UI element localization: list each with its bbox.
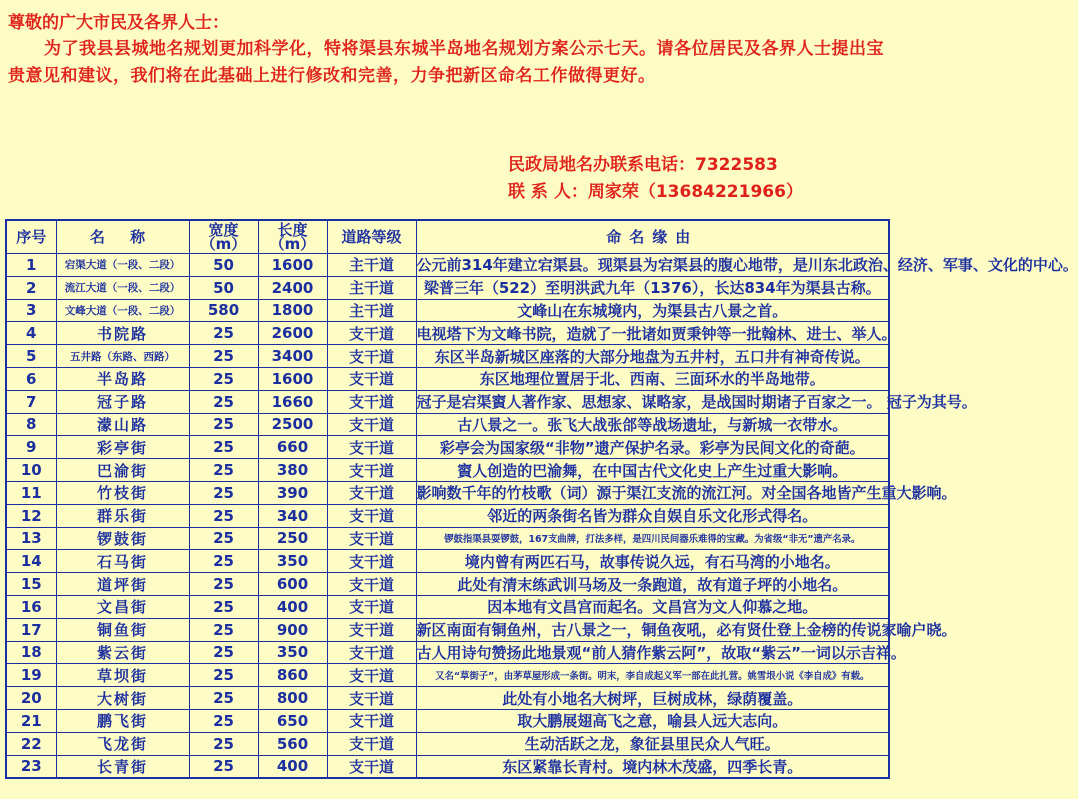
- row-grade: 主干道: [327, 276, 416, 299]
- row-name: 巴渝街: [56, 459, 189, 482]
- row-desc: 东区紧靠长青村。境内林木茂盛，四季长青。: [416, 755, 889, 778]
- row-grade: 支干道: [327, 755, 416, 778]
- row-desc: 公元前314年建立宕渠县。现渠县为宕渠县的腹心地带，是川东北政治、经济、军事、文化的中心。: [416, 254, 889, 277]
- row-length: 650: [258, 709, 327, 732]
- row-length: 800: [258, 687, 327, 710]
- row-name: 文昌街: [56, 595, 189, 618]
- row-length: 1600: [258, 254, 327, 277]
- row-width: 25: [189, 664, 258, 687]
- contact-phone: 民政局地名办联系电话：7322583: [508, 155, 778, 175]
- table-row: [6, 436, 889, 459]
- row-name: 流江大道（一段、二段）: [56, 276, 189, 299]
- row-name: 半岛路: [56, 367, 189, 390]
- row-name: 紫云街: [56, 641, 189, 664]
- row-name: 文峰大道（一段、二段）: [56, 299, 189, 322]
- row-length: 860: [258, 664, 327, 687]
- row-width: 25: [189, 641, 258, 664]
- row-name: 道坪街: [56, 573, 189, 596]
- table-row: [6, 504, 889, 527]
- row-grade: 支干道: [327, 732, 416, 755]
- row-grade: 支干道: [327, 595, 416, 618]
- header-name: [56, 220, 189, 254]
- table-row: [6, 709, 889, 732]
- table-row: [6, 459, 889, 482]
- row-length: 250: [258, 527, 327, 550]
- table-row: [6, 618, 889, 641]
- table-row: [6, 413, 889, 436]
- row-name: 长青街: [56, 755, 189, 778]
- row-desc: 梁普三年（522）至明洪武九年（1376），长达834年为渠县古称。: [416, 276, 889, 299]
- row-width: 25: [189, 322, 258, 345]
- row-length: 900: [258, 618, 327, 641]
- notice: [8, 12, 892, 90]
- row-num: 16: [6, 595, 56, 618]
- row-length: 1660: [258, 390, 327, 413]
- row-num: 23: [6, 755, 56, 778]
- row-desc: 境内曾有两匹石马，故事传说久远，有石马湾的小地名。: [416, 550, 889, 573]
- row-length: 600: [258, 573, 327, 596]
- row-width: 25: [189, 527, 258, 550]
- table-row: [6, 664, 889, 687]
- row-desc: 文峰山在东城境内，为渠县古八景之首。: [416, 299, 889, 322]
- notice-body: 为了我县县城地名规划更加科学化，特将渠县东城半岛地名规划方案公示七天。请各位居民及各界人士提出宝贵意见和建议，我们将在此基础上进行修改和完善，力争把新区命名工作做得更好。: [8, 39, 884, 86]
- row-desc: 东区地理位置居于北、西南、三面环水的半岛地带。: [416, 367, 889, 390]
- row-width: 25: [189, 390, 258, 413]
- row-grade: 支干道: [327, 459, 416, 482]
- row-name: 飞龙街: [56, 732, 189, 755]
- row-desc: 賨人创造的巴渝舞，在中国古代文化史上产生过重大影响。: [416, 459, 889, 482]
- row-num: 19: [6, 664, 56, 687]
- row-grade: 支干道: [327, 709, 416, 732]
- contact-info: [508, 152, 803, 206]
- row-grade: 支干道: [327, 504, 416, 527]
- table-row: [6, 276, 889, 299]
- table-body: [6, 254, 1078, 779]
- row-name: 锣鼓街: [56, 527, 189, 550]
- row-num: 13: [6, 527, 56, 550]
- row-width: 25: [189, 367, 258, 390]
- row-name: 大树街: [56, 687, 189, 710]
- row-width: 25: [189, 618, 258, 641]
- row-desc: 新区南面有铜鱼州，古八景之一，铜鱼夜吼，必有贤仕登上金榜的传说家喻户晓。: [416, 618, 889, 641]
- table-row: [6, 299, 889, 322]
- table-row: [6, 573, 889, 596]
- row-length: 2500: [258, 413, 327, 436]
- row-width: 50: [189, 254, 258, 277]
- row-num: 5: [6, 345, 56, 368]
- row-grade: 支干道: [327, 390, 416, 413]
- row-num: 6: [6, 367, 56, 390]
- row-desc: 影响数千年的竹枝歌（词）源于渠江支流的流江河。对全国各地皆产生重大影响。: [416, 481, 889, 504]
- row-name: 五井路（东路、西路）: [56, 345, 189, 368]
- header-length: [258, 220, 327, 254]
- row-length: 350: [258, 641, 327, 664]
- row-num: 1: [6, 254, 56, 277]
- header-name-label: 名 称: [89, 228, 156, 246]
- row-grade: 支干道: [327, 573, 416, 596]
- row-num: 17: [6, 618, 56, 641]
- row-length: 400: [258, 755, 327, 778]
- row-name: 石马街: [56, 550, 189, 573]
- row-name: 宕渠大道（一段、二段）: [56, 254, 189, 277]
- header-width-label: 宽度: [208, 221, 239, 239]
- row-num: 9: [6, 436, 56, 459]
- row-desc: 因本地有文昌宫而起名。文昌宫为文人仰慕之地。: [416, 595, 889, 618]
- row-desc: 又名“草街子”，由茅草屋形成一条街。明末，李自成起义军一部在此扎营。姚雪垠小说《李自成》有载。: [416, 664, 889, 687]
- row-grade: 支干道: [327, 345, 416, 368]
- row-width: 25: [189, 687, 258, 710]
- row-grade: 支干道: [327, 527, 416, 550]
- table-row: [6, 641, 889, 664]
- table-row: [6, 254, 889, 277]
- row-length: 400: [258, 595, 327, 618]
- table-row: [6, 322, 889, 345]
- row-width: 25: [189, 345, 258, 368]
- notice-greeting: 尊敬的广大市民及各界人士：: [8, 13, 229, 33]
- table-row: [6, 345, 889, 368]
- row-num: 11: [6, 481, 56, 504]
- row-grade: 支干道: [327, 481, 416, 504]
- header-length-label: 长度: [277, 221, 308, 239]
- row-length: 380: [258, 459, 327, 482]
- header-num: 序号: [6, 220, 56, 254]
- row-width: 580: [189, 299, 258, 322]
- header-width: [189, 220, 258, 254]
- row-length: 3400: [258, 345, 327, 368]
- row-desc: 冠子是宕渠賨人著作家、思想家、谋略家，是战国时期诸子百家之一。 冠子为其号。: [416, 390, 889, 413]
- row-num: 3: [6, 299, 56, 322]
- row-num: 15: [6, 573, 56, 596]
- row-length: 660: [258, 436, 327, 459]
- row-length: 1600: [258, 367, 327, 390]
- table-row: [6, 481, 889, 504]
- road-naming-table: [5, 219, 1078, 779]
- row-desc: 古人用诗句赞扬此地景观“前人猜作紫云阿”，故取“紫云”一词以示吉祥。: [416, 641, 889, 664]
- table-row: [6, 390, 889, 413]
- row-width: 25: [189, 481, 258, 504]
- row-width: 25: [189, 413, 258, 436]
- row-width: 25: [189, 504, 258, 527]
- row-width: 25: [189, 436, 258, 459]
- row-desc: 此处有清末练武训马场及一条跑道，故有道子坪的小地名。: [416, 573, 889, 596]
- row-desc: 锣鼓指渠县耍锣鼓，167支曲牌，打法多样，是四川民间器乐难得的宝藏。为省级“非无”遗产名录。: [416, 527, 889, 550]
- row-width: 25: [189, 595, 258, 618]
- row-num: 7: [6, 390, 56, 413]
- row-grade: 支干道: [327, 550, 416, 573]
- row-length: 2600: [258, 322, 327, 345]
- row-name: 书院路: [56, 322, 189, 345]
- row-grade: 支干道: [327, 436, 416, 459]
- row-grade: 支干道: [327, 413, 416, 436]
- row-desc: 电视塔下为文峰书院，造就了一批诸如贾秉钟等一批翰林、进士、举人。: [416, 322, 889, 345]
- row-desc: 取大鹏展翅高飞之意，喻县人远大志向。: [416, 709, 889, 732]
- table-row: [6, 367, 889, 390]
- row-grade: 主干道: [327, 254, 416, 277]
- row-grade: 支干道: [327, 641, 416, 664]
- row-desc: 生动活跃之龙，象征县里民众人气旺。: [416, 732, 889, 755]
- row-width: 25: [189, 709, 258, 732]
- table-row: [6, 595, 889, 618]
- row-length: 2400: [258, 276, 327, 299]
- row-grade: 支干道: [327, 687, 416, 710]
- row-width: 25: [189, 732, 258, 755]
- row-length: 560: [258, 732, 327, 755]
- row-desc: 此处有小地名大树坪，巨树成林，绿荫覆盖。: [416, 687, 889, 710]
- row-grade: 支干道: [327, 664, 416, 687]
- header-length-unit: （m）: [269, 235, 316, 253]
- table-row: [6, 550, 889, 573]
- row-length: 340: [258, 504, 327, 527]
- table-row: [6, 527, 889, 550]
- table-row: [6, 755, 889, 778]
- row-num: 20: [6, 687, 56, 710]
- header-desc: 命名缘由: [416, 220, 889, 254]
- row-num: 22: [6, 732, 56, 755]
- row-name: 彩亭街: [56, 436, 189, 459]
- row-num: 18: [6, 641, 56, 664]
- row-name: 草坝街: [56, 664, 189, 687]
- row-desc: 彩亭会为国家级“非物”遗产保护名录。彩亭为民间文化的奇葩。: [416, 436, 889, 459]
- row-grade: 支干道: [327, 618, 416, 641]
- row-desc: 邻近的两条街名皆为群众自娱自乐文化形式得名。: [416, 504, 889, 527]
- row-length: 390: [258, 481, 327, 504]
- row-width: 25: [189, 550, 258, 573]
- row-name: 濛山路: [56, 413, 189, 436]
- row-name: 竹枝街: [56, 481, 189, 504]
- row-desc: 东区半岛新城区座落的大部分地盘为五井村，五口井有神奇传说。: [416, 345, 889, 368]
- row-grade: 主干道: [327, 299, 416, 322]
- row-num: 21: [6, 709, 56, 732]
- row-num: 8: [6, 413, 56, 436]
- row-grade: 支干道: [327, 322, 416, 345]
- row-name: 铜鱼街: [56, 618, 189, 641]
- row-num: 2: [6, 276, 56, 299]
- row-length: 1800: [258, 299, 327, 322]
- row-desc: 古八景之一。张飞大战张郃等战场遗址，与新城一衣带水。: [416, 413, 889, 436]
- row-width: 25: [189, 459, 258, 482]
- row-num: 10: [6, 459, 56, 482]
- row-name: 冠子路: [56, 390, 189, 413]
- row-grade: 支干道: [327, 367, 416, 390]
- row-num: 4: [6, 322, 56, 345]
- row-length: 350: [258, 550, 327, 573]
- row-num: 14: [6, 550, 56, 573]
- row-width: 50: [189, 276, 258, 299]
- table-row: [6, 687, 889, 710]
- table-header-row: [6, 220, 889, 254]
- row-name: 群乐街: [56, 504, 189, 527]
- row-num: 12: [6, 504, 56, 527]
- contact-person: 联 系 人：周家荣（13684221966）: [508, 182, 803, 202]
- header-width-unit: （m）: [200, 235, 247, 253]
- table-row: [6, 732, 889, 755]
- row-name: 鹏飞街: [56, 709, 189, 732]
- row-width: 25: [189, 573, 258, 596]
- header-grade: 道路等级: [327, 220, 416, 254]
- row-width: 25: [189, 755, 258, 778]
